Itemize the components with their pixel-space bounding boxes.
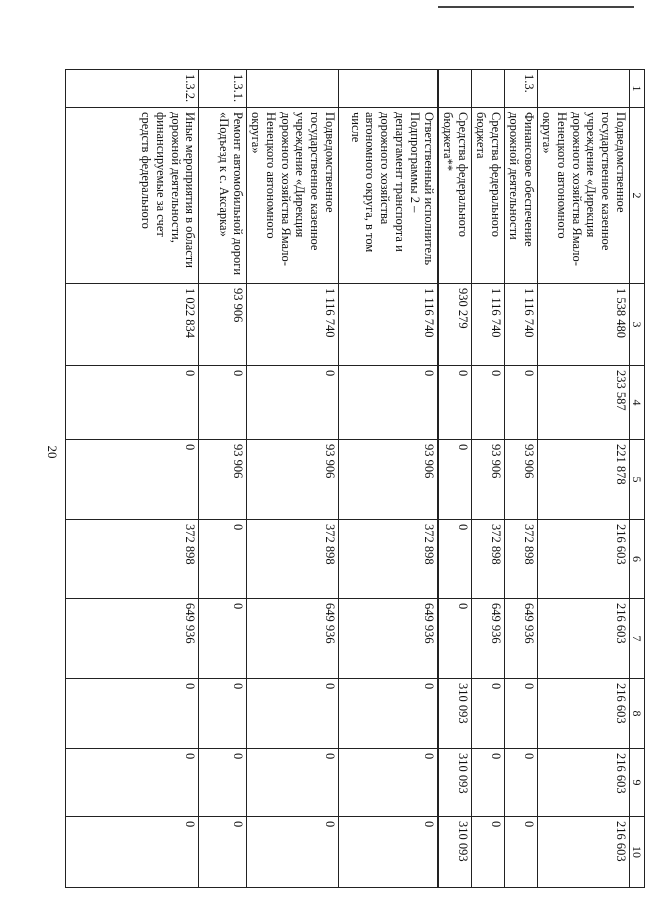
row-name: Средства федерального бюджета xyxy=(471,108,504,284)
col-header: 7 xyxy=(629,599,644,679)
row-number xyxy=(471,70,504,108)
cell-value: 216 603 xyxy=(537,520,629,599)
cell-value: 0 xyxy=(66,440,199,520)
row-number xyxy=(537,70,629,108)
cell-value: 649 936 xyxy=(471,599,504,679)
cell-value: 1 116 740 xyxy=(338,284,438,366)
cell-value: 0 xyxy=(66,817,199,888)
table-row xyxy=(504,70,537,888)
cell-value: 0 xyxy=(199,817,247,888)
cell-value: 0 xyxy=(199,520,247,599)
cell-value: 0 xyxy=(504,679,537,749)
cell-value: 649 936 xyxy=(66,599,199,679)
row-number: 1.3. xyxy=(504,70,537,108)
cell-value: 0 xyxy=(471,817,504,888)
cell-value: 1 116 740 xyxy=(504,284,537,366)
cell-value: 0 xyxy=(66,366,199,440)
cell-value: 93 906 xyxy=(338,440,438,520)
cell-value: 310 093 xyxy=(438,749,471,817)
col-header: 4 xyxy=(629,366,644,440)
cell-value: 0 xyxy=(247,817,339,888)
cell-value: 0 xyxy=(471,679,504,749)
cell-value: 0 xyxy=(66,749,199,817)
cell-value: 0 xyxy=(199,366,247,440)
cell-value: 930 279 xyxy=(438,284,471,366)
cell-value: 649 936 xyxy=(247,599,339,679)
cell-value: 0 xyxy=(438,366,471,440)
cell-value: 372 898 xyxy=(504,520,537,599)
row-name: Средства федерального бюджета** xyxy=(438,108,471,284)
cell-value: 0 xyxy=(199,599,247,679)
header-row xyxy=(629,70,644,888)
cell-value: 0 xyxy=(199,679,247,749)
top-edge-line xyxy=(438,6,634,8)
col-header: 6 xyxy=(629,520,644,599)
cell-value: 372 898 xyxy=(247,520,339,599)
cell-value: 649 936 xyxy=(504,599,537,679)
row-number: 1.3.1. xyxy=(199,70,247,108)
page-number: 20 xyxy=(45,445,60,459)
cell-value: 0 xyxy=(504,749,537,817)
cell-value: 233 587 xyxy=(537,366,629,440)
cell-value: 372 898 xyxy=(338,520,438,599)
row-name: Иные мероприятия в области дорожной деятельности, финансируемые за счет средств федерального xyxy=(66,108,199,284)
cell-value: 93 906 xyxy=(504,440,537,520)
cell-value: 0 xyxy=(438,520,471,599)
table-row xyxy=(471,70,504,888)
col-header: 2 xyxy=(629,108,644,284)
row-name: Финансовое обеспечение дорожной деятельности xyxy=(504,108,537,284)
table-row xyxy=(438,70,471,888)
cell-value: 1 116 740 xyxy=(471,284,504,366)
cell-value: 310 093 xyxy=(438,817,471,888)
row-number: 1.3.2. xyxy=(66,70,199,108)
row-number xyxy=(247,70,339,108)
col-header: 3 xyxy=(629,284,644,366)
cell-value: 0 xyxy=(199,749,247,817)
table-row xyxy=(66,70,199,888)
cell-value: 0 xyxy=(504,366,537,440)
cell-value: 649 936 xyxy=(338,599,438,679)
rotated-table-wrapper xyxy=(65,69,645,887)
table-row xyxy=(247,70,339,888)
cell-value: 216 603 xyxy=(537,679,629,749)
row-number xyxy=(438,70,471,108)
col-header: 9 xyxy=(629,749,644,817)
cell-value: 1 538 480 xyxy=(537,284,629,366)
cell-value: 1 022 834 xyxy=(66,284,199,366)
cell-value: 0 xyxy=(438,440,471,520)
table-row xyxy=(338,70,438,888)
col-header: 5 xyxy=(629,440,644,520)
col-header: 1 xyxy=(629,70,644,108)
cell-value: 0 xyxy=(247,749,339,817)
row-name: Подведомственное государственное казенное учреждение «Дирекция дорожного хозяйства Ямало-Ненецкого автономного округа» xyxy=(247,108,339,284)
row-name: Подведомственное государственное казенное учреждение «Дирекция дорожного хозяйства Ямало-Ненецкого автономного округа» xyxy=(537,108,629,284)
cell-value: 0 xyxy=(504,817,537,888)
cell-value: 0 xyxy=(247,679,339,749)
cell-value: 0 xyxy=(471,749,504,817)
cell-value: 221 878 xyxy=(537,440,629,520)
cell-value: 1 116 740 xyxy=(247,284,339,366)
cell-value: 310 093 xyxy=(438,679,471,749)
row-name: Ремонт автомобильной дороги «Подъезд к с. Аксарка» xyxy=(199,108,247,284)
cell-value: 216 603 xyxy=(537,749,629,817)
table-row xyxy=(199,70,247,888)
cell-value: 0 xyxy=(66,679,199,749)
col-header: 10 xyxy=(629,817,644,888)
cell-value: 93 906 xyxy=(471,440,504,520)
table-row xyxy=(537,70,629,888)
cell-value: 0 xyxy=(438,599,471,679)
cell-value: 372 898 xyxy=(471,520,504,599)
cell-value: 0 xyxy=(338,366,438,440)
cell-value: 93 906 xyxy=(199,440,247,520)
cell-value: 216 603 xyxy=(537,599,629,679)
cell-value: 216 603 xyxy=(537,817,629,888)
budget-table xyxy=(65,69,645,888)
cell-value: 0 xyxy=(247,366,339,440)
cell-value: 0 xyxy=(338,817,438,888)
cell-value: 0 xyxy=(338,749,438,817)
row-name: Ответственный исполнитель Подпрограммы 2 – департамент транспорта и дорожного хозяйства автономного округа, в том числе xyxy=(338,108,438,284)
cell-value: 372 898 xyxy=(66,520,199,599)
row-number xyxy=(338,70,438,108)
cell-value: 0 xyxy=(338,679,438,749)
cell-value: 93 906 xyxy=(199,284,247,366)
cell-value: 93 906 xyxy=(247,440,339,520)
cell-value: 0 xyxy=(471,366,504,440)
col-header: 8 xyxy=(629,679,644,749)
